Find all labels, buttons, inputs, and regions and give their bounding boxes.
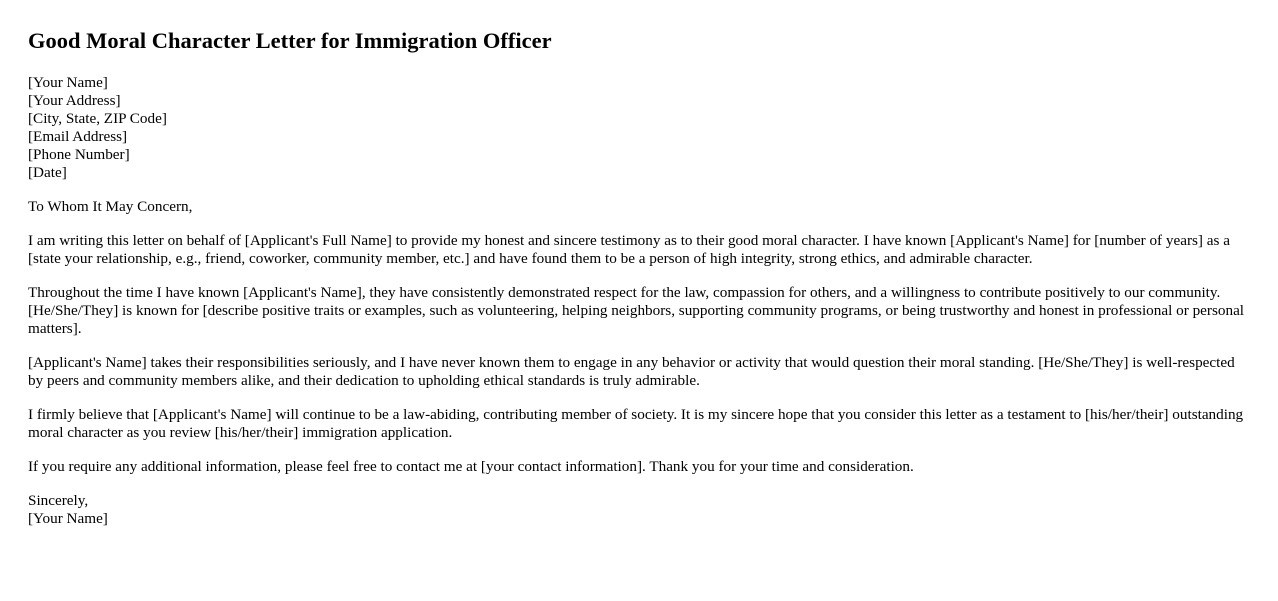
- sender-date: [Date]: [28, 164, 67, 181]
- sender-city-state-zip: [City, State, ZIP Code]: [28, 110, 167, 127]
- body-paragraph-4: I firmly believe that [Applicant's Name] will continue to be a law-abiding, contributing member of society. It is my sincere hope that you consider this letter as a testament to [his/her/their] outstanding moral character as you review [his/her/their] immigration application.: [28, 406, 1244, 441]
- salutation: To Whom It May Concern,: [28, 198, 193, 215]
- sender-address: [Your Address]: [28, 92, 121, 109]
- sender-email: [Email Address]: [28, 128, 128, 145]
- page-title: Good Moral Character Letter for Immigration Officer: [28, 28, 552, 53]
- body-paragraph-1: I am writing this letter on behalf of [Applicant's Full Name] to provide my honest and sincere testimony as to their good moral character. I have known [Applicant's Name] for [number of years] as a [state your relationship, e.g., friend, coworker, community member, etc.] and have found them to be a person of high integrity, strong ethics, and admirable character.: [28, 232, 1230, 267]
- sender-address-block: [28, 74, 1250, 182]
- closing-signature-name: [Your Name]: [28, 510, 108, 527]
- closing-phrase: Sincerely,: [28, 492, 89, 509]
- sender-name: [Your Name]: [28, 74, 108, 91]
- sender-phone: [Phone Number]: [28, 146, 130, 163]
- body-paragraph-3: [Applicant's Name] takes their responsibilities seriously, and I have never known them to engage in any behavior or activity that would question their moral standing. [He/She/They] is well-respected by peers and community members alike, and their dedication to upholding ethical standards is truly admirable.: [28, 354, 1235, 389]
- body-paragraph-2: Throughout the time I have known [Applicant's Name], they have consistently demonstrated respect for the law, compassion for others, and a willingness to contribute positively to our community. [He/She/They] is known for [describe positive traits or examples, such as volunteering, helping neighbors, supporting community programs, or being trustworthy and honest in professional or personal matters].: [28, 284, 1245, 337]
- body-paragraph-5: If you require any additional information, please feel free to contact me at [your contact information]. Thank you for your time and consideration.: [28, 458, 914, 475]
- closing-block: [28, 492, 1250, 528]
